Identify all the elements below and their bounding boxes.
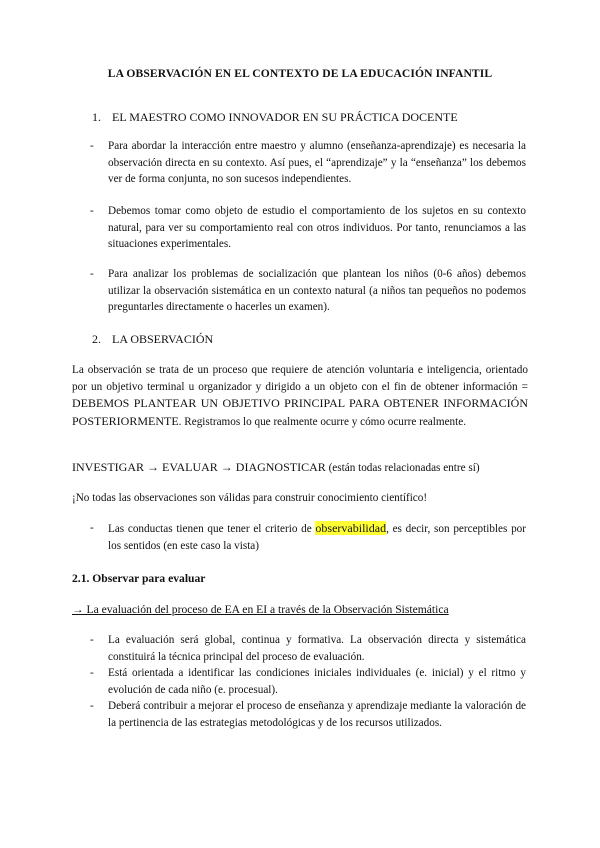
list-item-text: Para analizar los problemas de socialización que plantean los niños (0-6 años) debemos utilizar la observación sistemática en un contexto natural (a niños tan pequeños no podemos preguntarles directamente o hacerles un examen). [108, 268, 526, 313]
bullet-dash: - [90, 667, 94, 679]
list-item-text: Está orientada a identificar las condiciones iniciales individuales (e. inicial) y el ritmo y evolución de cada niño (e. procesual). [108, 667, 526, 696]
bullet-dash: - [90, 268, 94, 280]
section-1-heading [92, 109, 458, 126]
list-item [90, 665, 526, 698]
section-1-number: 1. [92, 110, 101, 124]
list-item-text: Deberá contribuir a mejorar el proceso de enseñanza y aprendizaje mediante la valoración de la pertinencia de las estrategias metodológicas y de los recursos utilizados. [108, 700, 526, 729]
bullet-dash: - [90, 140, 94, 152]
paragraph-emphasis: DEBEMOS PLANTEAR UN OBJETIVO PRINCIPAL PARA OBTENER INFORMACIÓN POSTERIORMENTE [72, 396, 528, 428]
list-item-text: La evaluación será global, continua y formativa. La observación directa y sistemática constituirá la técnica principal del proceso de evaluación. [108, 634, 526, 663]
paragraph-end: . Registramos lo que realmente ocurre y cómo ocurre realmente. [178, 415, 467, 428]
list-item [90, 632, 526, 665]
bullet-dash: - [90, 634, 94, 646]
observation-paragraph [72, 362, 528, 430]
bullet-dash: - [90, 205, 94, 217]
list-item [90, 138, 526, 188]
list-item-text-start: Las conductas tienen que tener el criterio de [108, 523, 316, 535]
highlighted-term: observabilidad [315, 521, 387, 535]
subsection-heading: 2.1. Observar para evaluar [72, 572, 206, 585]
paragraph-start: La observación se trata de un proceso que requiere de atención voluntaria e inteligencia, orientado por un objetivo terminal u organizador y dirigido a un objeto con el fin de obtener información = [72, 364, 528, 393]
list-item [90, 520, 526, 554]
section-2-heading [92, 331, 213, 348]
list-item-text-end: , es decir, son perceptibles por los sentidos (en este caso la vista) [108, 523, 526, 552]
list-item-text: Para abordar la interacción entre maestro y alumno (enseñanza-aprendizaje) es necesaria la observación directa en su contexto. Así pues, el “aprendizaje” y la “enseñanza” los debemos ver de forma conjunta, no son sucesos independientes. [108, 140, 526, 185]
process-chain [72, 459, 480, 477]
section-2-number: 2. [92, 332, 101, 346]
section-2-title: LA OBSERVACIÓN [112, 332, 214, 346]
process-chain-steps: INVESTIGAR → EVALUAR → DIAGNOSTICAR [72, 460, 326, 474]
document-title: LA OBSERVACIÓN EN EL CONTEXTO DE LA EDUCACIÓN INFANTIL [107, 67, 493, 80]
scientific-note: ¡No todas las observaciones son válidas para construir conocimiento científico! [72, 492, 428, 504]
list-item [90, 266, 526, 316]
process-chain-note: (están todas relacionadas entre sí) [325, 462, 480, 474]
list-item-text: Debemos tomar como objeto de estudio el comportamiento de los sujetos en su contexto natural, para ver su comportamiento real con otros individuos. Por tanto, renunciamos a las situaciones experimentales. [108, 205, 526, 250]
list-item [90, 203, 526, 253]
bullet-dash: - [90, 700, 94, 712]
list-item [90, 698, 526, 731]
bullet-dash: - [90, 522, 94, 534]
section-1-title: EL MAESTRO COMO INNOVADOR EN SU PRÁCTICA DOCENTE [112, 110, 458, 124]
subsection-subheading: → La evaluación del proceso de EA en EI a través de la Observación Sistemática [72, 603, 449, 616]
